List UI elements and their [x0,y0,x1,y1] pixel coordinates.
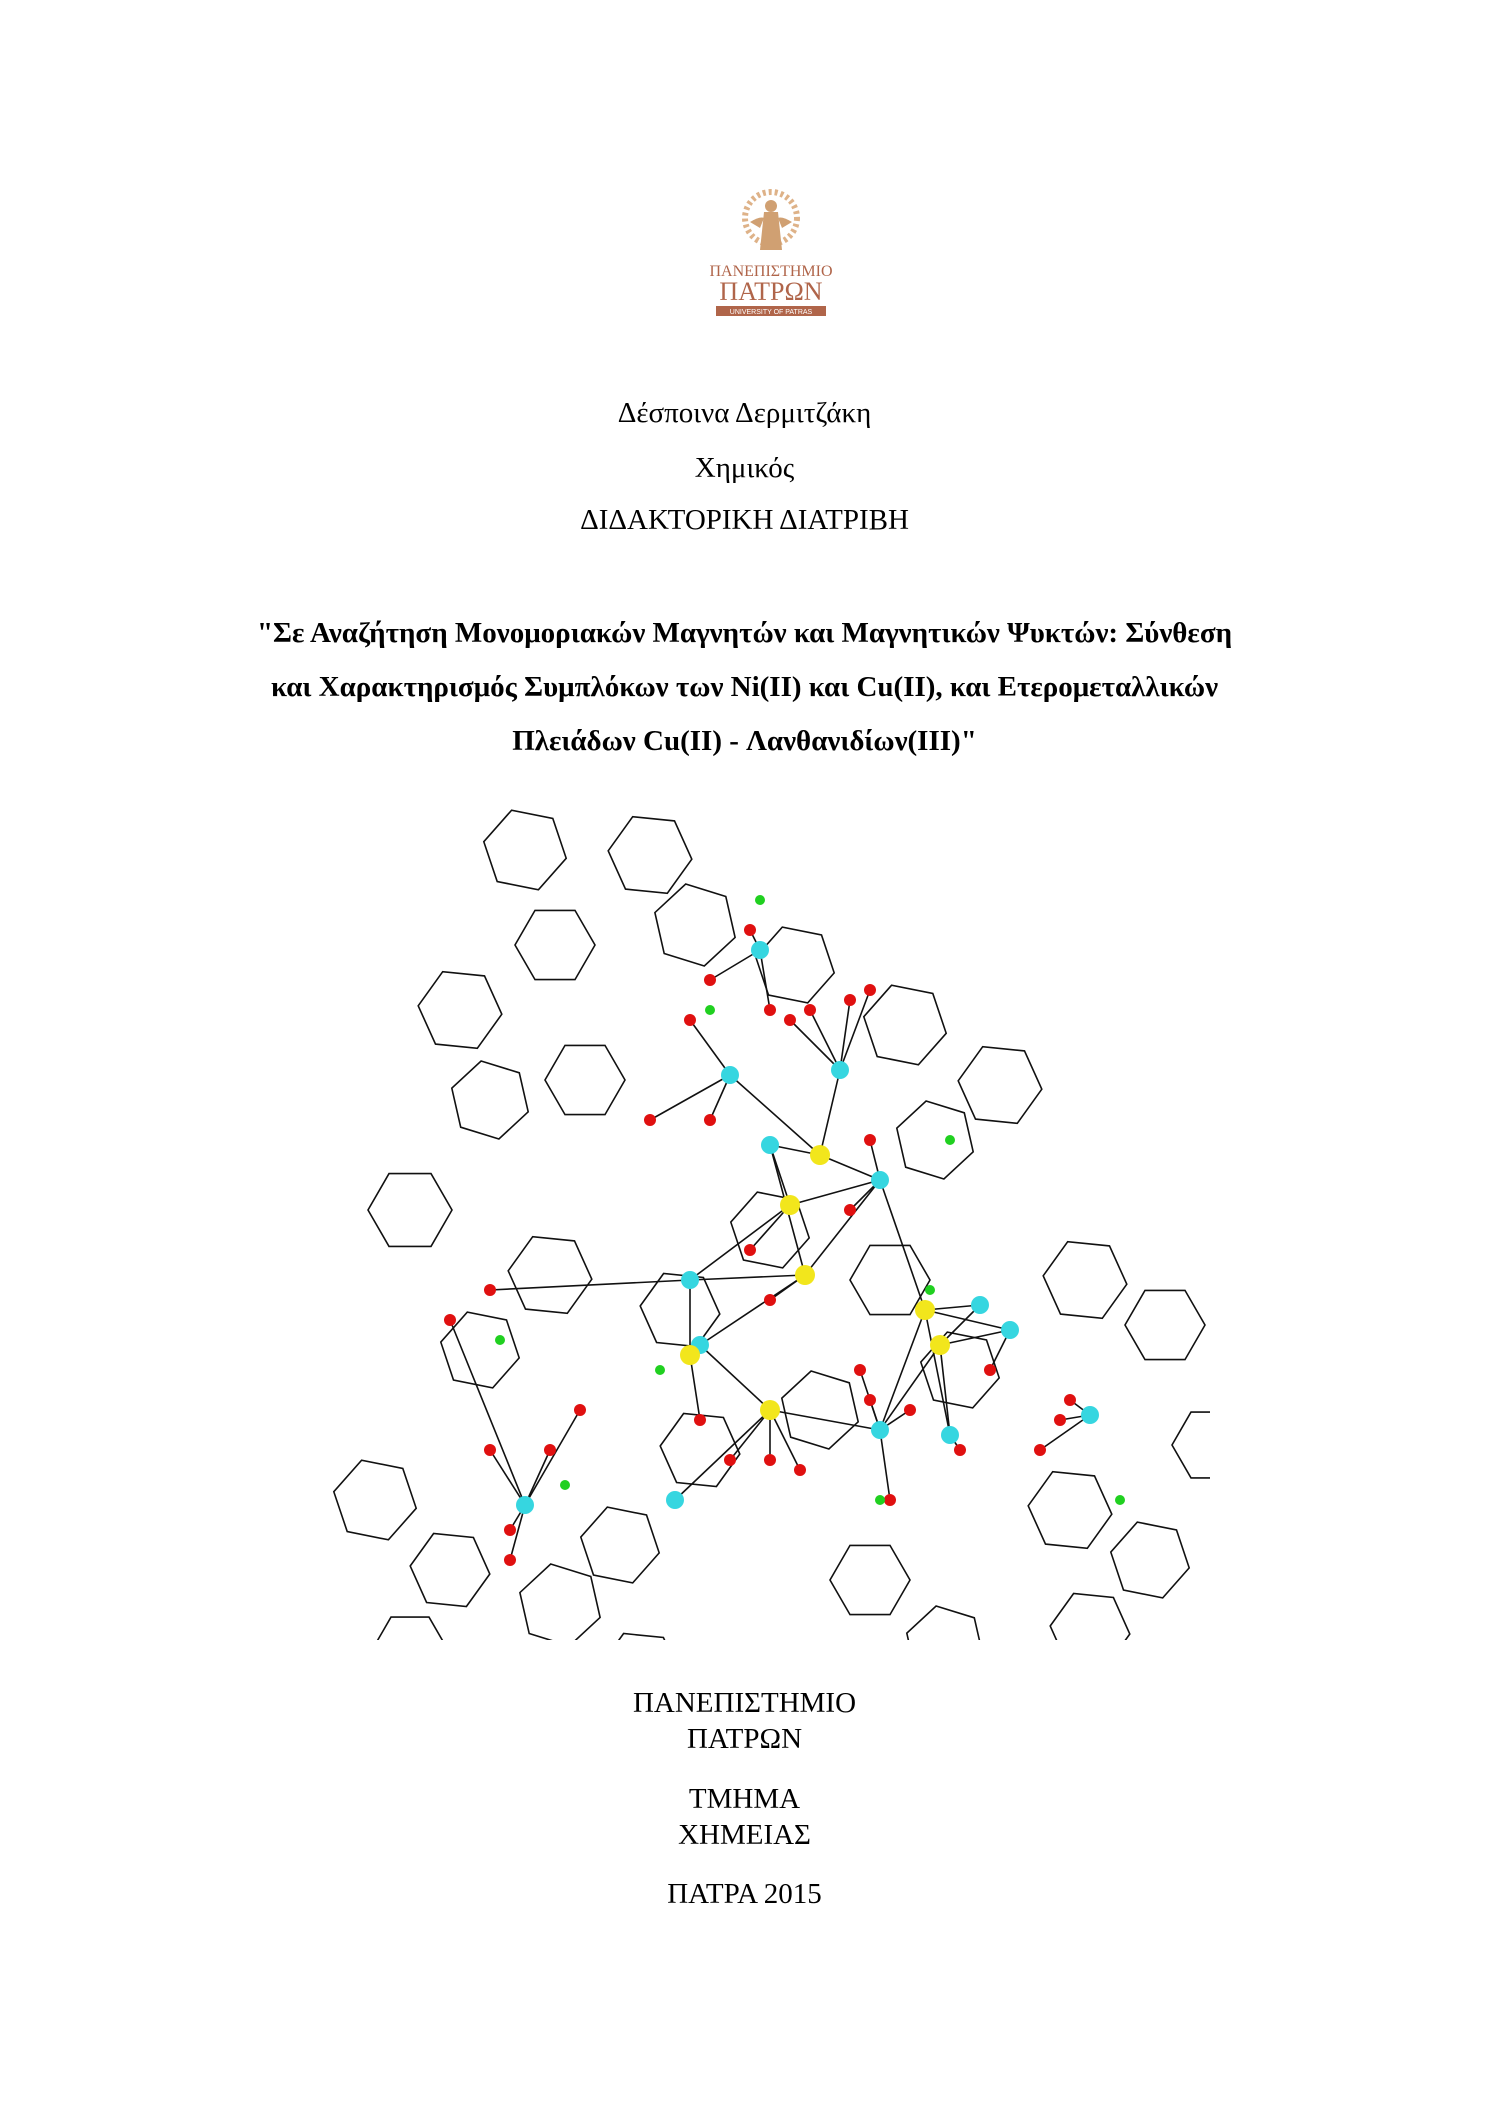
copper-atom [761,1136,779,1154]
bond [820,1070,840,1155]
ring [418,972,502,1049]
author-profession: Χημικός [694,452,795,484]
oxygen-atom [484,1444,496,1456]
oxygen-atom [844,994,856,1006]
footer-university-line1: ΠΑΝΕΠΙΣΤΗΜΙΟ [632,1687,857,1719]
copper-atom [1001,1321,1019,1339]
copper-atom [751,941,769,959]
oxygen-atom [764,1294,776,1306]
lanthanide-atom [810,1145,830,1165]
ring [1125,1290,1205,1359]
oxygen-atom [1054,1414,1066,1426]
oxygen-atom [724,1454,736,1466]
copper-atom [871,1171,889,1189]
copper-atom [831,1061,849,1079]
bond [805,1180,880,1275]
ring [581,1507,659,1583]
ring [958,1047,1042,1124]
ring [334,1460,416,1540]
ring [640,1274,720,1347]
nitrogen-atom [705,1005,715,1015]
ring [608,817,692,894]
lanthanide-atom [930,1335,950,1355]
molecular-structure-diagram [320,780,1210,1640]
ring [410,1534,490,1607]
oxygen-atom [784,1014,796,1026]
oxygen-atom [704,1114,716,1126]
ring [830,1545,910,1614]
ring [655,884,735,966]
oxygen-atom [694,1414,706,1426]
oxygen-atom [864,1394,876,1406]
lanthanide-atom [915,1300,935,1320]
bond [675,1410,770,1500]
oxygen-atom [764,1454,776,1466]
ring [1028,1472,1112,1549]
oxygen-atom [764,1004,776,1016]
footer-university-line2: ΠΑΤΡΩΝ [686,1723,803,1755]
bond [880,1430,890,1500]
thesis-title-line-2: και Χαρακτηρισμός Συμπλόκων των Ni(II) και Cu(II), και Ετερομεταλλικών [270,671,1219,703]
oxygen-atom [744,924,756,936]
bond [690,1205,790,1280]
oxygen-atom [504,1524,516,1536]
nitrogen-atom [1115,1495,1125,1505]
bond [925,1310,950,1435]
ring [452,1061,528,1139]
bond [840,1000,850,1070]
nitrogen-atom [755,895,765,905]
oxygen-atom [504,1554,516,1566]
thesis-title-line-3: Πλειάδων Cu(II) - Λανθανιδίων(III)" [512,725,977,757]
lanthanide-atom [680,1345,700,1365]
ring [600,1634,680,1641]
bond [880,1345,940,1430]
document-type: ΔΙΔΑΚΤΟΡΙΚΗ ΔΙΑΤΡΙΒΗ [580,504,909,536]
oxygen-atom [1034,1444,1046,1456]
oxygen-atom [484,1284,496,1296]
logo-line1: ΠΑΝΕΠΙΣΤΗΜΙΟ [709,263,833,280]
nitrogen-atom [495,1335,505,1345]
nitrogen-atom [925,1285,935,1295]
ring [484,810,566,890]
ring [897,1101,973,1179]
lanthanide-atom [780,1195,800,1215]
lanthanide-atom [795,1265,815,1285]
copper-atom [971,1296,989,1314]
copper-atom [516,1496,534,1514]
bond [690,1275,805,1280]
ring [1172,1412,1210,1478]
ring [782,1371,858,1449]
ring [520,1564,600,1640]
ring [864,985,946,1065]
oxygen-atom [804,1004,816,1016]
oxygen-atom [444,1314,456,1326]
ring [1111,1522,1189,1598]
nitrogen-atom [560,1480,570,1490]
nitrogen-atom [655,1365,665,1375]
oxygen-atom [864,984,876,996]
oxygen-atom [544,1444,556,1456]
oxygen-atom [644,1114,656,1126]
bond [650,1075,730,1120]
bond [760,950,770,1010]
ring [515,910,595,979]
copper-atom [721,1066,739,1084]
ring [368,1174,452,1247]
bond [880,1310,925,1430]
oxygen-atom [844,1204,856,1216]
oxygen-atom [574,1404,586,1416]
copper-atom [941,1426,959,1444]
bond [690,1020,730,1075]
oxygen-atom [744,1244,756,1256]
copper-atom [871,1421,889,1439]
bond [525,1450,550,1505]
nitrogen-atom [945,1135,955,1145]
oxygen-atom [794,1464,806,1476]
bond [525,1410,580,1505]
logo-line2: ΠΑΤΡΩΝ [719,277,823,306]
ring [1050,1594,1130,1641]
ring [545,1045,625,1114]
lanthanide-atom [760,1400,780,1420]
oxygen-atom [684,1014,696,1026]
nitrogen-atom [875,1495,885,1505]
oxygen-atom [904,1404,916,1416]
bond [790,1020,840,1070]
footer-place-year: ΠΑΤΡΑ 2015 [667,1878,822,1910]
footer-department-line1: ΤΜΗΜΑ [688,1783,801,1815]
ring [907,1606,983,1640]
bond [700,1345,770,1410]
ring [372,1617,448,1640]
logo-line3: UNIVERSITY OF PATRAS [729,309,813,316]
copper-atom [681,1271,699,1289]
ring [1043,1242,1127,1319]
bond [490,1450,525,1505]
copper-atom [1081,1406,1099,1424]
oxygen-atom [984,1364,996,1376]
ring [508,1237,592,1314]
oxygen-atom [884,1494,896,1506]
university-seal-icon [706,188,836,328]
oxygen-atom [704,974,716,986]
bond [450,1320,525,1505]
footer-department-line2: ΧΗΜΕΙΑΣ [678,1819,811,1851]
copper-atom [666,1491,684,1509]
oxygen-atom [854,1364,866,1376]
thesis-title-line-1: "Σε Αναζήτηση Μονομοριακών Μαγνητών και Μαγνητικών Ψυκτών: Σύνθεση [256,617,1233,649]
bond [925,1310,1010,1330]
oxygen-atom [864,1134,876,1146]
author-name: Δέσποινα Δερμιτζάκη [617,397,872,429]
oxygen-atom [954,1444,966,1456]
oxygen-atom [1064,1394,1076,1406]
bond [810,1010,840,1070]
